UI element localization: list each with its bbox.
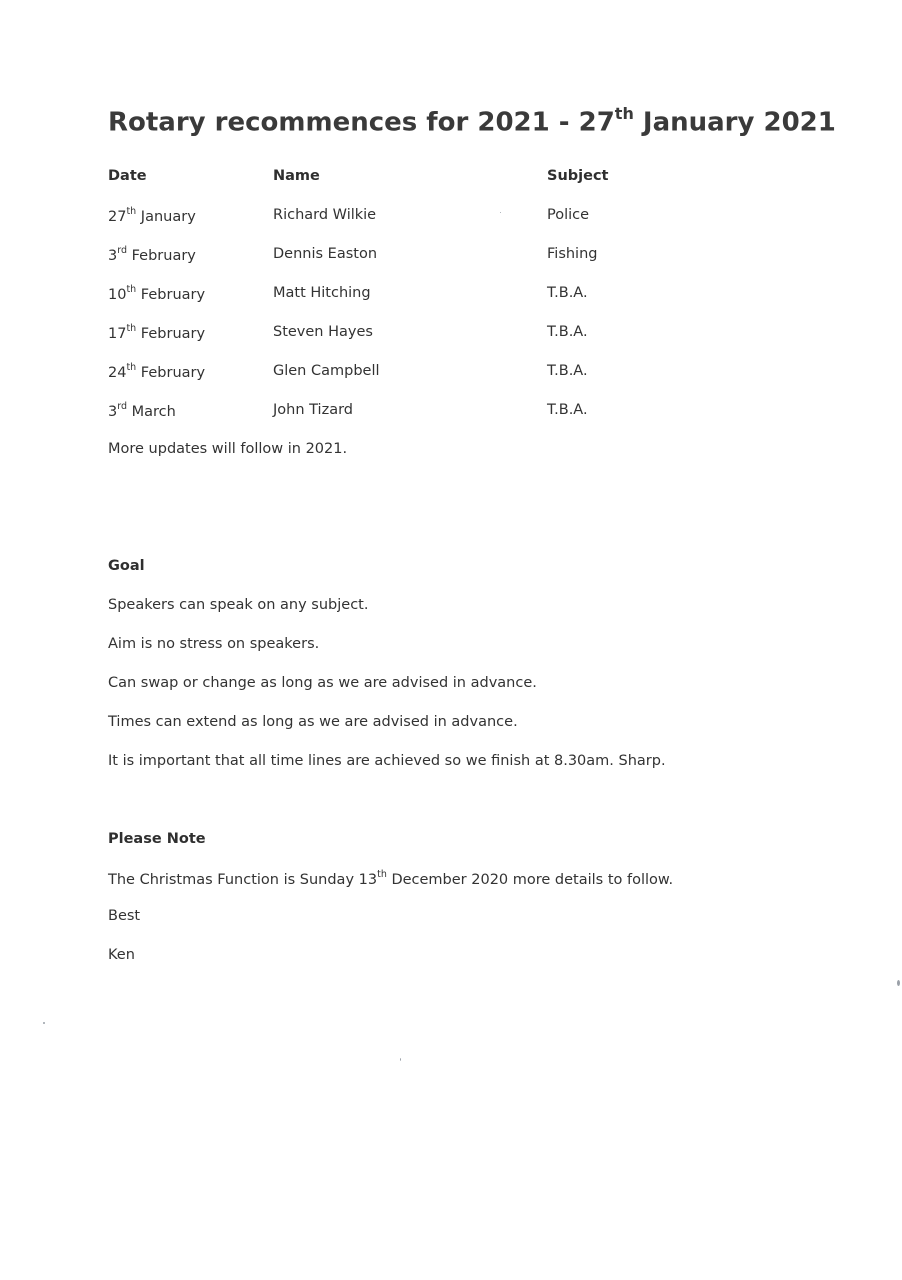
title-end: January 2021	[633, 107, 836, 138]
scan-speck	[897, 980, 900, 986]
table-row	[108, 207, 668, 246]
scan-speck	[400, 1058, 401, 1061]
row-subject: T.B.A.	[547, 285, 588, 301]
goal-line: Aim is no stress on speakers.	[108, 636, 320, 652]
row-subject: Fishing	[547, 246, 598, 262]
goal-line: Times can extend as long as we are advised in advance.	[108, 714, 518, 730]
table-row	[108, 363, 668, 402]
row-name: Matt Hitching	[273, 285, 371, 301]
schedule-table	[108, 168, 668, 441]
row-name: Glen Campbell	[273, 363, 380, 379]
row-subject: Police	[547, 207, 590, 223]
row-date: 27th January	[108, 206, 196, 225]
table-row	[108, 324, 668, 363]
table-row	[108, 285, 668, 324]
row-subject: T.B.A.	[547, 402, 588, 418]
header-subject: Subject	[547, 168, 609, 184]
goal-line: It is important that all time lines are achieved so we finish at 8.30am. Sharp.	[108, 753, 666, 769]
row-subject: T.B.A.	[547, 363, 588, 379]
page-title	[108, 106, 836, 138]
signoff-greeting: Best	[108, 908, 141, 924]
table-row	[108, 246, 668, 285]
note-heading: Please Note	[108, 831, 206, 847]
row-date: 17th February	[108, 323, 206, 342]
row-name: John Tizard	[273, 402, 353, 418]
goal-line: Speakers can speak on any subject.	[108, 597, 369, 613]
schedule-header-row	[108, 168, 668, 207]
title-ordinal: th	[614, 104, 634, 123]
row-name: Dennis Easton	[273, 246, 378, 262]
goal-heading: Goal	[108, 558, 145, 574]
row-date: 10th February	[108, 284, 206, 303]
row-name: Richard Wilkie	[273, 207, 377, 223]
row-name: Steven Hayes	[273, 324, 373, 340]
row-date: 24th February	[108, 362, 206, 381]
title-main: Rotary recommences for 2021 - 27	[108, 107, 615, 138]
header-date: Date	[108, 168, 147, 184]
row-date: 3rd March	[108, 401, 176, 420]
updates-note: More updates will follow in 2021.	[108, 441, 348, 457]
row-subject: T.B.A.	[547, 324, 588, 340]
table-row	[108, 402, 668, 441]
signoff-name: Ken	[108, 947, 135, 963]
scan-speck	[500, 212, 501, 213]
row-date: 3rd February	[108, 245, 196, 264]
note-line: The Christmas Function is Sunday 13th December 2020 more details to follow.	[108, 869, 674, 888]
goal-line: Can swap or change as long as we are advised in advance.	[108, 675, 537, 691]
scan-speck	[43, 1022, 45, 1024]
header-name: Name	[273, 168, 320, 184]
